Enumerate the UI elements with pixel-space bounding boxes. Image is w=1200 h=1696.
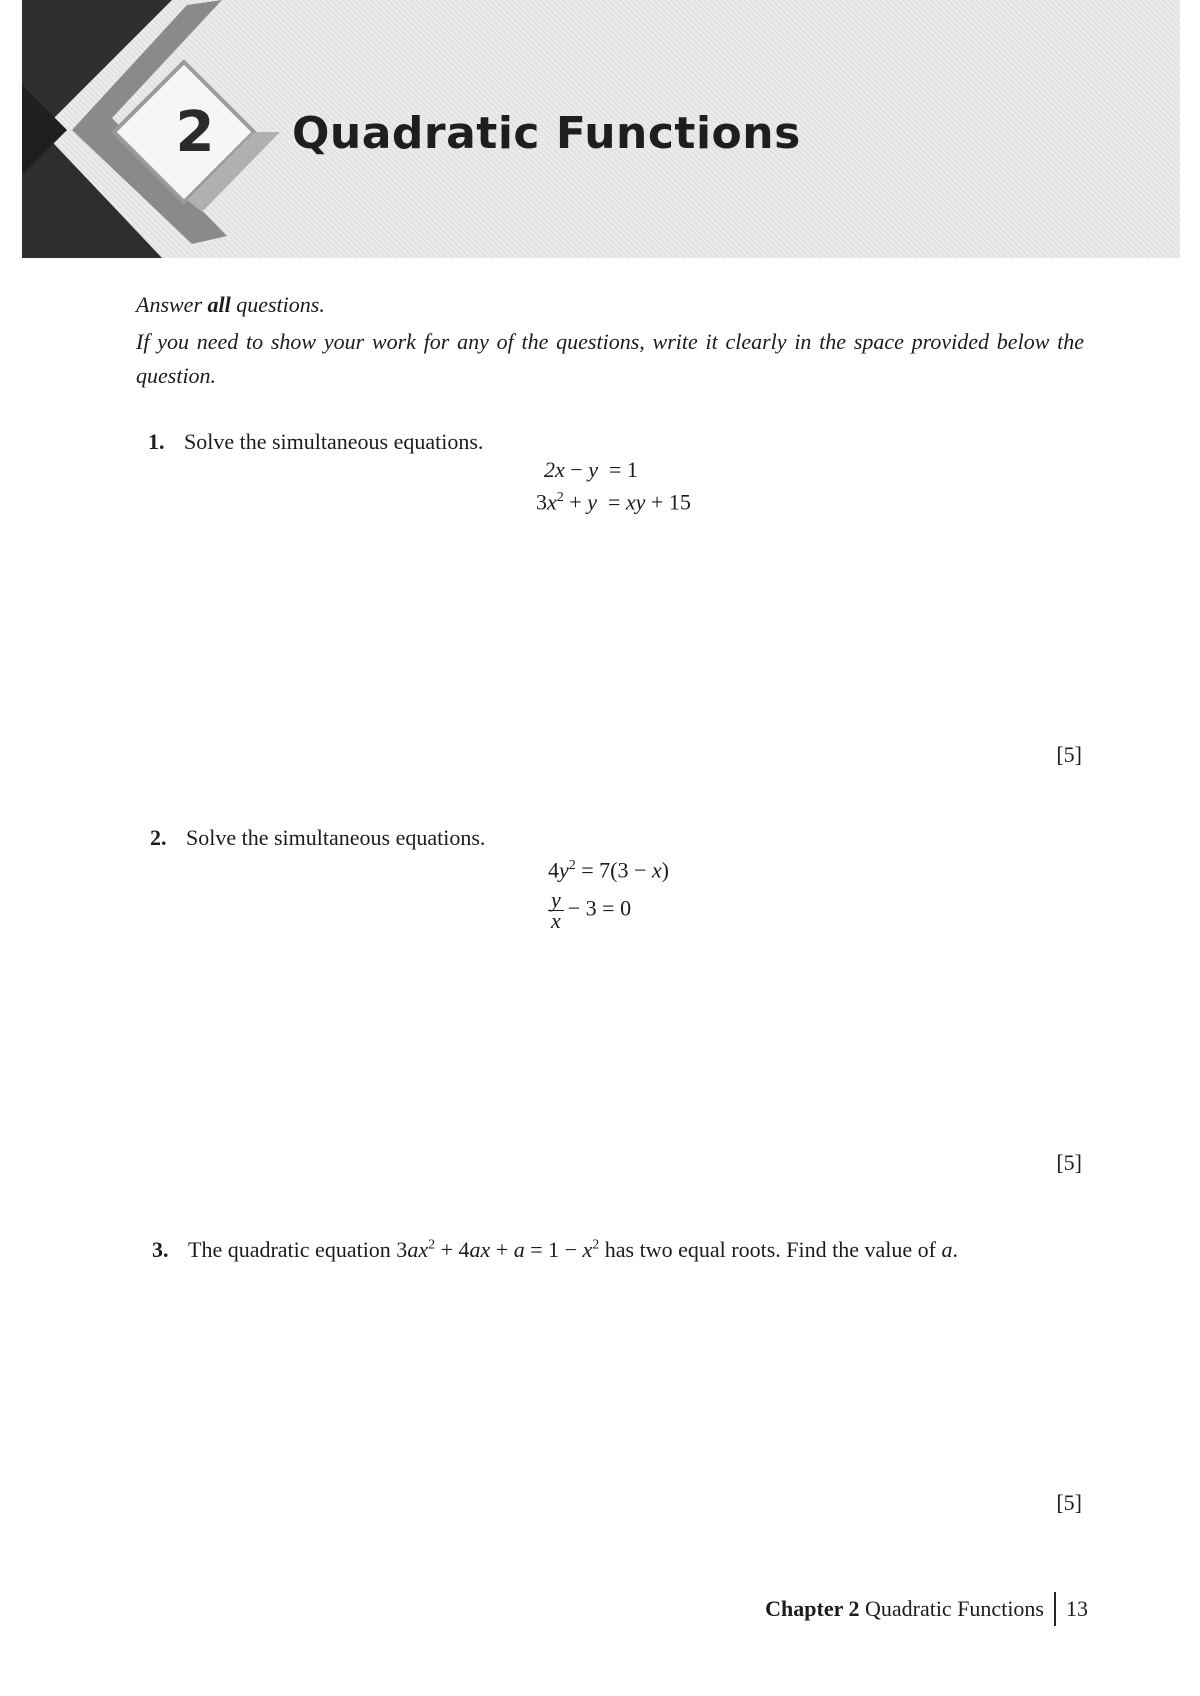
footer-divider bbox=[1054, 1592, 1056, 1626]
chapter-title: Quadratic Functions bbox=[292, 108, 801, 159]
question-1 bbox=[148, 428, 483, 456]
marks-1: [5] bbox=[1056, 742, 1082, 767]
equation-2a: $4y^2 = 7(3 - x)$ bbox=[548, 857, 669, 883]
question-text: Solve the simultaneous equations. bbox=[186, 825, 486, 850]
question-text: Solve the simultaneous equations. bbox=[184, 429, 484, 454]
page-footer bbox=[765, 1592, 1088, 1626]
question-number: 2. bbox=[150, 825, 167, 850]
instruction-answer-all: Answer all questions. bbox=[136, 292, 325, 317]
equation-2b: $\frac{y}{x}$ − 3 = 0 bbox=[548, 890, 631, 931]
equation-1a: 2x − y = 1 bbox=[544, 457, 638, 482]
footer-chapter-label: Chapter 2 bbox=[765, 1596, 860, 1621]
chapter-number: 2 bbox=[175, 100, 215, 165]
page-number: 13 bbox=[1066, 1596, 1088, 1621]
question-2 bbox=[150, 824, 485, 852]
question-3 bbox=[152, 1232, 958, 1264]
marks-3: [5] bbox=[1056, 1490, 1082, 1515]
question-text: The quadratic equation $3ax^2 + 4ax + a = 1 - x^2$ has two equal roots. Find the value of a. bbox=[188, 1237, 958, 1263]
instruction-show-work: If you need to show your work for any of the questions, write it clearly in the space provided below the question. bbox=[136, 329, 1084, 388]
marks-2: [5] bbox=[1056, 1150, 1082, 1175]
question-number: 1. bbox=[148, 429, 165, 454]
question-number: 3. bbox=[152, 1237, 169, 1263]
equation-1b: $3x^2 + y$ = xy + 15 bbox=[536, 489, 691, 515]
footer-chapter-name: Quadratic Functions bbox=[864, 1596, 1044, 1621]
